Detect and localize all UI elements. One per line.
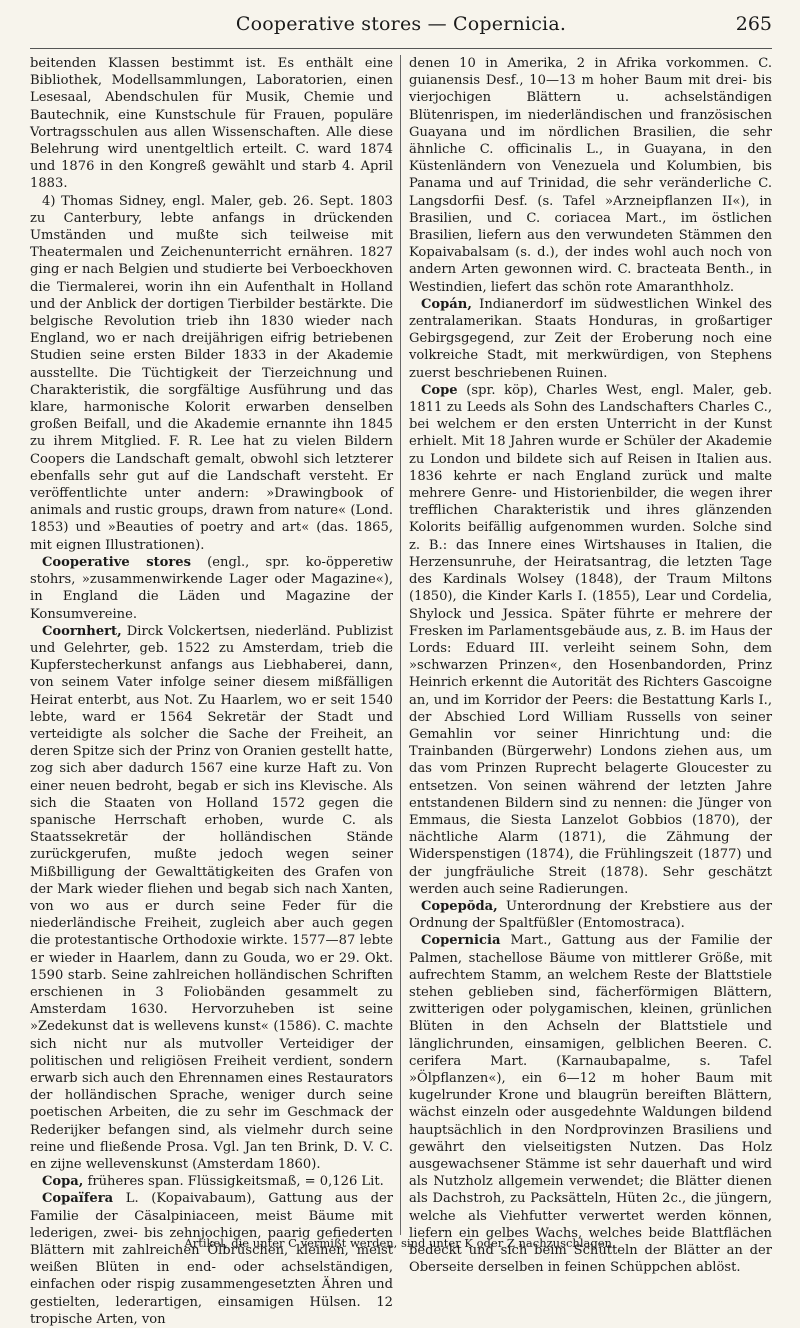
lexicon-entry — [409, 296, 772, 382]
running-title: Cooperative stores — Copernicia. — [235, 13, 567, 35]
entry-text: (spr. köp), Charles West, engl. Maler, geb. 1811 zu Leeds als Sohn des Landschafters Charles C., bei welchem er den ersten Unterricht in der Kunst erhielt. Mit 18 Jahren wurde er Schüler der Akademie zu London und bildete sich auf Reisen in Italien aus. 1836 kehrte er nach England zurück und malte mehrere Genre- und Historienbilder, die wegen ihrer trefflichen Charakteristik und ihres glänzenden Kolorits beifällig aufgenommen wurden. Solche sind z. B.: das Innere eines Wirtshauses in Italien, die Herzensunruhe, der Heiratsantrag, die letzten Tage des Kardinals Wolsey (1848), der Traum Miltons (1850), die Kinder Karls I. (1855), Lear und Cordelia, Shylock und Jessica. Später führte er mehrere der Fresken im Parlamentsgebäude aus, z. B. im Haus der Lords: Eduard III. verleiht seinem Sohn, dem »schwarzen Prinzen«, den Hosenbandorden, Prinz Heinrich erkennt die Autorität des Richters Gascoigne an, und im Korridor der Peers: die Bestattung Karls I., der Abschied Lord William Russells von seiner Gemahlin vor seiner Hinrichtung und: die Trainbanden (Bürgerwehr) Londons ziehen aus, um das vom Prinzen Ruprecht belagerte Gloucester zu entsetzen. Von seinen während der letzten Jahre entstandenen Bildern sind zu nennen: die Jünger von Emmaus, die Siesta Lanzelot Gobbios (1870), der nächtliche Alarm (1871), die Zähmung der Widerspenstigen (1874), die Frühlingszeit (1877) und der jungfräuliche Streit (1878). Sehr geschätzt werden auch seine Radierungen. — [409, 382, 772, 897]
entry-headword: Copán, — [421, 296, 472, 312]
entry-text: früheres span. Flüssigkeitsmaß, = 0,126 Lit. — [83, 1174, 384, 1190]
entry-text: Dirck Volckertsen, niederländ. Publizist und Gelehrter, geb. 1522 zu Amsterdam, trieb die Kupferstecherkunst anfangs aus Liebhaberei, dann, von seinem Vater infolge seiner diesem mißfälligen Heirat enterbt, aus Not. Zu Haarlem, wo er seit 1540 lebte, ward er 1564 Sekretär der Stadt und verteidigte als solcher die Sache der Freiheit, an deren Spitze sich der Prinz von Oranien gestellt hatte, zog sich aber dadurch 1567 eine kurze Haft zu. Von einer neuen bedroht, begab er sich ins Klevische. Als sich die Staaten von Holland 1572 gegen die spanische Herrschaft erhoben, wurde C. als Staatssekretär der holländischen Stände zurückgerufen, mußte jedoch wegen seiner Mißbilligung der Gewalttätigkeiten des Grafen von der Mark wieder fliehen und begab sich nach Xanten, von wo aus er durch seine Feder für die niederländische Freiheit, zugleich aber auch gegen die protestantische Orthodoxie wirkte. 1577—87 lebte er wieder in Haarlem, dann zu Gouda, wo er 29. Okt. 1590 starb. Seine zahlreichen holländischen Schriften erschienen in 3 Foliobänden gesammelt zu Amsterdam 1630. Hervorzuheben ist seine »Zedekunst dat is wellevens kunst« (1586). C. machte sich nicht nur als mutvoller Verteidiger der politischen und religiösen Freiheit verdient, sondern erwarb sich auch den Ehrennamen eines Restaurators der holländischen Sprache, weniger durch seine poetischen Arbeiten, die zu sehr im Geschmack der Rederijker befangen sind, als vielmehr durch seine reine und fließende Prosa. Vgl. Jan ten Brink, D. V. C. en zijne wellevenskunst (Amsterdam 1860). — [30, 623, 393, 1172]
entry-text: L. (Kopaivabaum), Gattung aus der Familie der Cäsalpiniaceen, meist Bäume mit lederigen, zwei- bis zehnjochigen, paarig gefiederten Blättern mit zahlreichen Ölbrüschen, kleinen, meist weißen Blüten in end- oder achselständigen, einfachen oder rispig zusammengesetzten Ähren und gestielten, lederartigen, einsamigen Hülsen. 12 tropische Arten, von — [30, 1191, 393, 1327]
lexicon-entry — [409, 382, 772, 898]
entry-headword: Coornhert, — [42, 623, 122, 639]
entry-headword: Copepŏda, — [421, 898, 498, 914]
entry-headword: Copernicia — [421, 933, 501, 949]
continued-paragraph — [409, 55, 772, 296]
lexicon-entry — [30, 1173, 393, 1190]
entry-text: (engl., spr. ko-öpperetiw stohrs, »zusammenwirkende Lager oder Magazine«), in England die Läden und Magazine der Konsumvereine. — [30, 554, 394, 622]
entry-headword: Cooperative stores — [42, 554, 192, 570]
continued-paragraph — [30, 55, 393, 193]
running-header — [30, 0, 772, 49]
lexicon-entry — [30, 554, 393, 623]
entry-text: Mart., Gattung aus der Familie der Palmen, stachellose Bäume von mittlerer Größe, mit aufrechtem Stamm, an welchem Reste der Blattstiele stehen geblieben sind, fächerförmigen Blättern, zwitterigen oder polygamischen, kleinen, grünlichen Blüten in den Achseln der Blattstiele und länglichrunden, einsamigen, gelblichen Beeren. C. cerifera Mart. (Karnaubapalme, s. Tafel »Ölpflanzen«), ein 6—12 m hoher Baum mit kugelrunder Krone und blaugrün bereiften Blättern, wächst einzeln oder ausgedehnte Waldungen bildend hauptsächlich in den Nordprovinzen Brasiliens und gewährt den vielseitigsten Nutzen. Das Holz ausgewachsener Stämme ist sehr dauerhaft und wird als Nutzholz allgemein verwendet; die Blätter dienen als Dachstroh, zu Packsätteln, Hüten 2c., die jüngern, welche als Viehfutter verwertet werden können, liefern ein gelbes Wachs, welches beide Blattflächen bedeckt und sich beim Schütteln der Blätter an der Oberseite derselben in feinen Schüppchen ablöst. — [409, 933, 772, 1276]
lexicon-entry — [30, 193, 393, 554]
entry-headword: Copaïfera — [42, 1191, 114, 1207]
entry-text: beitenden Klassen bestimmt ist. Es enthält eine Bibliothek, Modellsammlungen, Laboratorien, einen Lesesaal, Abendschulen für Musik, Chemie und Bautechnik, eine Kunstschule für Frauen, populäre Vortragsschulen aus allen Wissenschaften. Alle diese Belehrung wird unentgeltlich erteilt. C. ward 1874 und 1876 in den Kongreß gewählt und starb 4. April 1883. — [30, 56, 393, 192]
lexicon-entry — [409, 898, 772, 932]
entry-text: Unterordnung der Krebstiere aus der Ordnung der Spaltfüßler (Entomostraca). — [409, 898, 772, 932]
lexicon-entry — [30, 623, 393, 1174]
entry-text: denen 10 in Amerika, 2 in Afrika vorkommen. C. guianensis Desf., 10—13 m hoher Baum mit drei- bis vierjochigen Blättern u. achselständigen Blütenrispen, im niederländischen und französischen Guayana und im nördlichen Brasilien, die sehr ähnliche C. officinalis L., in Guayana, in den Küstenländern von Venezuela und Kolumbien, bis Panama und auf Trinidad, die sehr veränderliche C. Langsdorfii Desf. (s. Tafel »Arzneipflanzen II«), in Brasilien, und C. coriacea Mart., im östlichen Brasilien, liefern aus den verwundeten Stämmen den Kopaivabalsam (s. d.), der indes wohl auch noch von andern Arten gewonnen wird. C. bracteata Benth., in Westindien, liefert das schön rote Amaranthholz. — [409, 56, 772, 295]
page-number: 265 — [735, 13, 772, 35]
lexicon-entry — [30, 1190, 393, 1328]
lexicon-entry — [409, 932, 772, 1276]
entry-headword: Cope — [421, 382, 458, 398]
entry-text: Indianerdorf im südwestlichen Winkel des zentralamerikan. Staats Honduras, in großartiger Gebirgsgegend, zur Zeit der Eroberung noch eine volkreiche Stadt, mit merkwürdigen, von Stephens zuerst beschriebenen Ruinen. — [409, 296, 772, 381]
entry-headword: Copa, — [42, 1174, 84, 1190]
page-footer-note: Artikel, die unter C vermißt werden, sind unter K oder Z nachzuschlagen. — [184, 1236, 616, 1250]
entry-text: 4) Thomas Sidney, engl. Maler, geb. 26. Sept. 1803 zu Canterbury, lebte anfangs in drückenden Umständen und mußte sich teilweise mit Theatermalen und Zeichenunterricht ernähren. 1827 ging er nach Belgien und studierte bei Verboeckhoven die Tiermalerei, worin ihn ein Aufenthalt in Holland und der Anblick der dortigen Tierbilder bestärkte. Die belgische Revolution trieb ihn 1830 wieder nach England, wo er nach dreijährigen eifrig betriebenen Studien seine ersten Bilder 1833 in der Akademie ausstellte. Die Tüchtigkeit der Tierzeichnung und Charakteristik, die sorgfältige Ausführung und das klare, harmonische Kolorit erwarben denselben großen Beifall, und die Akademie ernannte ihn 1845 zu ihrem Mitglied. F. R. Lee hat zu vielen Bildern Coopers die Landschaft gemalt, obwohl sich letzterer ebenfalls sehr gut auf die Landschaft versteht. Er veröffentlichte unter andern: »Drawingbook of animals and rustic groups, drawn from nature« (Lond. 1853) und »Beauties of poetry and art« (das. 1865, mit eignen Illustrationen). — [30, 193, 393, 553]
